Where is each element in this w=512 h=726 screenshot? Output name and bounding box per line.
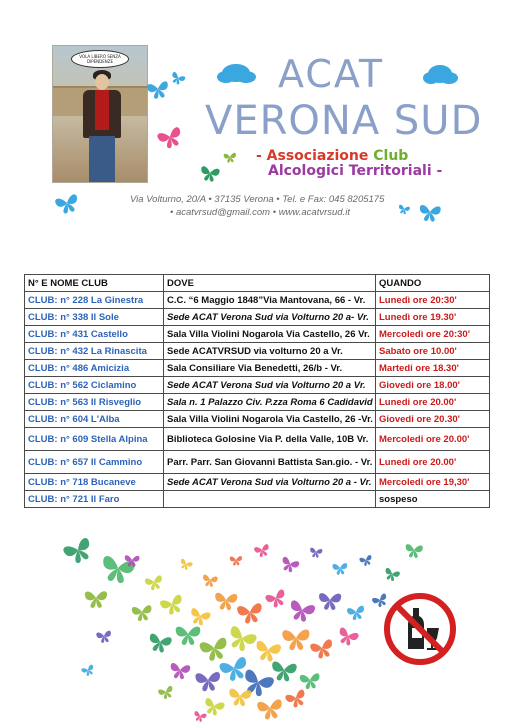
club-name: CLUB: n° 486 Amicizia [25, 360, 164, 377]
table-row [25, 451, 490, 474]
table-row [25, 377, 490, 394]
column-header-quando: QUANDO [376, 275, 490, 292]
club-schedule: Mercoledi ore 20.00' [376, 428, 490, 451]
butterfly-icon [310, 639, 336, 661]
cloud-icon [423, 65, 458, 84]
club-name: CLUB: n° 338 Il Sole [25, 309, 164, 326]
club-name: CLUB: n° 228 La Ginestra [25, 292, 164, 309]
club-name: CLUB: n° 721 Il Faro [25, 491, 164, 508]
butterfly-icon [157, 126, 185, 150]
club-schedule: Martedi ore 18.30' [376, 360, 490, 377]
butterfly-icon [230, 556, 243, 566]
club-location: Sala Consiliare Via Benedetti, 26/b - Vr. [164, 360, 376, 377]
butterfly-icon [282, 629, 310, 650]
subtitle-alcologici: Alcologici Territoriali - [268, 163, 443, 179]
butterfly-icon [359, 555, 374, 568]
subtitle-associazione [256, 148, 408, 164]
table-row [25, 326, 490, 343]
club-location: Sede ACAT Verona Sud via Volturno 20 a Vr. [164, 377, 376, 394]
butterfly-icon [147, 633, 172, 654]
club-location: Sede ACAT Verona Sud via Volturno 20 a- Vr. [164, 309, 376, 326]
butterfly-icon [176, 627, 201, 645]
club-schedule: Giovedi ore 20.30' [376, 411, 490, 428]
butterfly-icon [199, 637, 230, 663]
table-row [25, 474, 490, 491]
table-row [25, 309, 490, 326]
table-row [25, 411, 490, 428]
clubs-table [24, 274, 490, 508]
butterfly-icon [319, 593, 342, 610]
table-row [25, 360, 490, 377]
club-schedule: Mercoledì ore 20:30' [376, 326, 490, 343]
table-row [25, 491, 490, 508]
butterfly-icon [193, 711, 207, 723]
butterfly-icon [188, 607, 211, 627]
club-schedule: Lunedì ore 20:30' [376, 292, 490, 309]
contacts-line: • acatvrsud@gmail.com • www.acatvrsud.it [170, 207, 350, 218]
club-schedule: Mercoledi ore 19,30' [376, 474, 490, 491]
butterfly-icon [336, 627, 360, 648]
butterfly-icon [309, 547, 322, 558]
no-alcohol-icon [383, 592, 457, 666]
butterfly-icon [144, 575, 164, 592]
table-row [25, 394, 490, 411]
club-location: Biblioteca Golosine Via P. della Valle, 10B Vr. [164, 428, 376, 451]
title-acat: ACAT [278, 52, 385, 96]
butterfly-icon [159, 594, 185, 617]
butterfly-icon [254, 640, 282, 663]
club-location [164, 491, 376, 508]
butterfly-icon [85, 591, 107, 608]
club-schedule: Lunedi ore 20.00' [376, 394, 490, 411]
butterfly-icon [419, 205, 441, 222]
club-name: CLUB: n° 609 Stella Alpina [25, 428, 164, 451]
butterfly-icon [279, 556, 300, 574]
butterfly-icon [169, 71, 186, 86]
club-location: Sede ACAT Verona Sud via Volturno 20 a - Vr. [164, 474, 376, 491]
butterfly-icon [270, 661, 297, 682]
butterfly-icon [383, 567, 401, 582]
address-line: Via Volturno, 20/A • 37135 Verona • Tel. e Fax: 045 8205175 [130, 194, 385, 205]
club-name: CLUB: n° 604 L'Alba [25, 411, 164, 428]
butterfly-icon [254, 544, 271, 559]
butterfly-icon [237, 603, 264, 625]
butterfly-icon [195, 672, 221, 692]
title-verona-sud: VERONA SUD [205, 98, 483, 144]
butterfly-icon [257, 699, 284, 721]
club-name: CLUB: n° 432 La Rinascita [25, 343, 164, 360]
table-row [25, 343, 490, 360]
butterfly-icon [285, 689, 309, 710]
butterfly-icon [214, 593, 237, 611]
club-name: CLUB: n° 562 Ciclamino [25, 377, 164, 394]
club-name: CLUB: n° 718 Bucaneve [25, 474, 164, 491]
column-header-dove: DOVE [164, 275, 376, 292]
butterfly-icon [300, 673, 321, 690]
club-name: CLUB: n° 431 Castello [25, 326, 164, 343]
comic-speech-bubble: VOLA LIBERO SENZA DIPENDENZE [71, 50, 129, 68]
club-name: CLUB: n° 563 Il Risveglio [25, 394, 164, 411]
butterfly-icon [169, 663, 191, 681]
table-row [25, 292, 490, 309]
club-location: C.C. “6 Maggio 1848”Via Mantovana, 66 - Vr. [164, 292, 376, 309]
butterfly-icon [332, 563, 348, 575]
butterfly-icon [224, 153, 237, 163]
butterfly-icon [219, 656, 251, 683]
club-schedule: Giovedi ore 18.00' [376, 377, 490, 394]
club-name: CLUB: n° 657 Il Cammino [25, 451, 164, 474]
club-schedule: Sabato ore 10.00' [376, 343, 490, 360]
butterfly-icon [202, 574, 218, 587]
club-location: Sala n. 1 Palazzo Civ. P.zza Roma 6 Cadidavid [164, 394, 376, 411]
butterfly-icon [96, 630, 112, 643]
butterfly-icon [287, 600, 316, 624]
butterfly-icon [132, 605, 153, 622]
club-location: Parr. Parr. San Giovanni Battista San.gio. - Vr. [164, 451, 376, 474]
club-location: Sala Villa Violini Nogarola Via Castello, 26 -Vr. [164, 411, 376, 428]
butterfly-icon [265, 589, 289, 610]
cloud-icon [217, 64, 256, 83]
club-location: Sala Villa Violini Nogarola Via Castello, 26 Vr. [164, 326, 376, 343]
butterfly-icon [225, 625, 258, 654]
subtitle-prefix: - Associazione [256, 148, 369, 164]
butterfly-icon [55, 194, 81, 216]
subtitle-club: Club [373, 148, 409, 164]
club-schedule: sospeso [376, 491, 490, 508]
club-schedule: Lunedì ore 19.30' [376, 309, 490, 326]
butterfly-icon [347, 605, 366, 621]
butterfly-icon [228, 688, 252, 706]
butterfly-icon [397, 204, 410, 215]
butterfly-icon [405, 544, 423, 559]
column-header-club: N° E NOME CLUB [25, 275, 164, 292]
club-location: Sede ACATVRSUD via volturno 20 a Vr. [164, 343, 376, 360]
butterfly-icon [62, 537, 95, 567]
club-schedule: Lunedi ore 20.00' [376, 451, 490, 474]
butterfly-icon [199, 166, 220, 183]
butterfly-icon [178, 558, 193, 571]
table-row [25, 428, 490, 451]
butterfly-icon [81, 664, 96, 677]
butterfly-icon [147, 81, 170, 100]
table-header-row [25, 275, 490, 292]
butterfly-icon [158, 685, 176, 700]
